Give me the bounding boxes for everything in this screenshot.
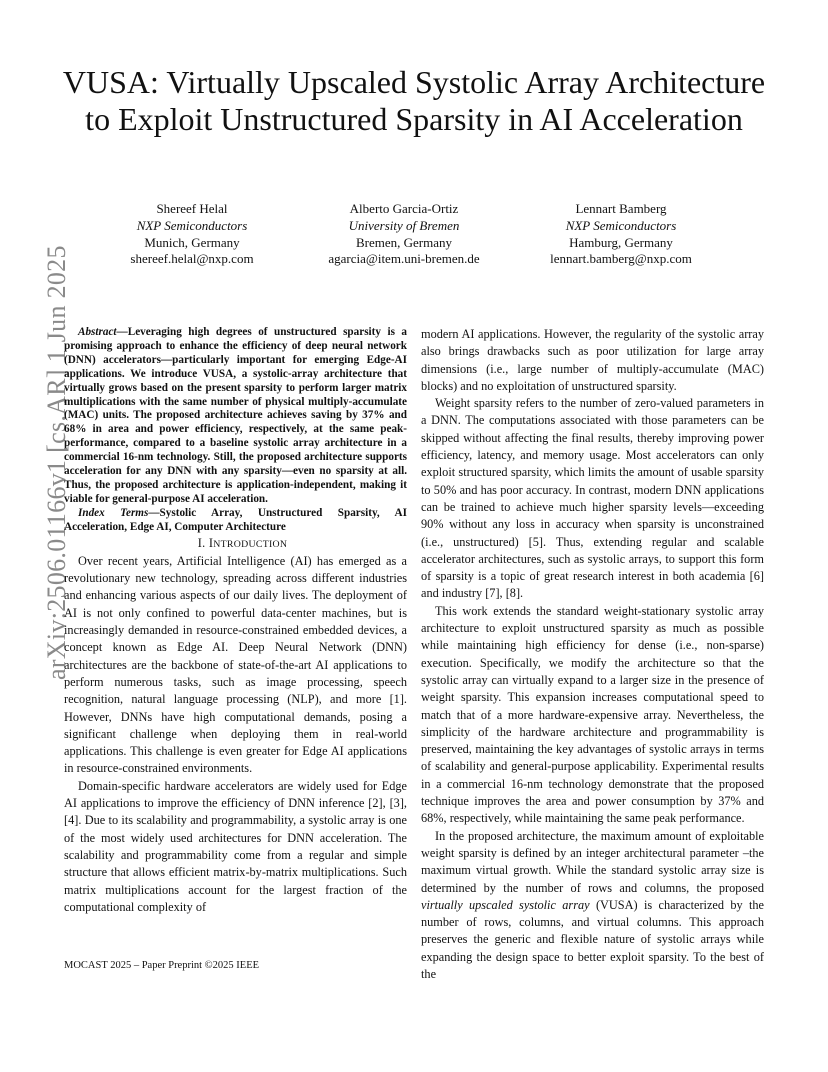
- intro-paragraph-5: This work extends the standard weight-stationary systolic array architecture to exploit unstructured sparsity as much as possible while maintaining high efficiency for dense (i.e., non-sparse) execution. Specifically, we modify the architecture so that the systolic array can virtually expand to a larger size in the presence of weight sparsity. This expansion increases computational speed to match that of a more hardware-expensive array. Nevertheless, the simplicity of the hardware architecture and programmability is preserved, maintaining the key advantages of systolic arrays in terms of scalability and general-purpose applicability. Experimental results in a commercial 16-nm technology demonstrate that the proposed technique improves the area and power consumption by 37% and 68%, respectively, while maintaining the same peak performance.: [421, 603, 764, 826]
- author-name: Alberto Garcia-Ortiz: [349, 201, 459, 216]
- section-heading-introduction: I. INTRODUCTION: [197, 535, 288, 550]
- author-location: Munich, Germany: [144, 234, 240, 250]
- abstract-label: Abstract: [78, 326, 117, 338]
- vusa-term: virtually upscaled systolic array: [421, 897, 590, 912]
- intro-paragraph-3: modern AI applications. However, the regularity of the systolic array also brings drawbacks such as poor utilization for large array dimensions (i.e., large number of multiply-accumulate (MAC) blocks) and no exploitation of unstructured sparsity.: [421, 327, 764, 393]
- author-affiliation: University of Bremen: [348, 217, 460, 233]
- paper-title: VUSA: Virtually Upscaled Systolic Array Architecture to Exploit Unstructured Sparsity in AI Acceleration: [62, 64, 766, 137]
- intro-paragraph-2: Domain-specific hardware accelerators are widely used for Edge AI applications to improve the efficiency of DNN inference [2], [3], [4]. Due to its scalability and programmability, a systolic array is one of the most widely used architectures for DNN acceleration. The scalability and programmability come from a regular and simple structure that allows efficient matrix-by-matrix multiplications. Such matrix multiplications account for the largest fraction of the computational complexity of: [64, 778, 407, 914]
- abstract-text: Leveraging high degrees of unstructured sparsity is a promising approach to enhance the efficiency of deep neural network (DNN) accelerators—particularly important for emerging Edge-AI applications. We introduce VUSA, a systolic-array architecture that virtually grows based on the present sparsity to perform larger matrix multiplications with the same number of physical multiply-accumulate (MAC) units. The proposed architecture achieves saving by 37% and 68% in area and power efficiency, respectively, at the same peak-performance, compared to a baseline systolic array architecture in a commercial 16-nm technology. Still, the proposed architecture supports acceleration for any DNN with any sparsity—even no sparsity at all. Thus, the proposed architecture is application-independent, making it viable for general-purpose AI acceleration.: [64, 326, 407, 505]
- left-column: [64, 326, 407, 916]
- index-terms-label: Index Terms: [78, 506, 149, 519]
- index-terms: Index Terms—Systolic Array, Unstructured Sparsity, AI Acceleration, Edge AI, Computer Architecture: [64, 506, 407, 533]
- author-email: shereef.helal@nxp.com: [130, 251, 254, 267]
- author-block-2: [294, 201, 514, 268]
- arxiv-identifier-stamp: arXiv:2506.01166v1 [cs.AR] 1 Jun 2025: [42, 245, 71, 680]
- abstract: Abstract—Leveraging high degrees of unstructured sparsity is a promising approach to enhance the efficiency of deep neural network (DNN) accelerators—particularly important for emerging Edge-AI applications. We introduce VUSA, a systolic-array architecture that virtually grows based on the present sparsity to perform larger matrix multiplications with the same number of physical multiply-accumulate (MAC) units. The proposed architecture achieves saving by 37% and 68% in area and power efficiency, respectively, at the same peak-performance, compared to a baseline systolic array architecture in a commercial 16-nm technology. Still, the proposed architecture supports acceleration for any DNN with any sparsity—even no sparsity at all. Thus, the proposed architecture is application-independent, making it viable for general-purpose AI acceleration.: [64, 326, 407, 505]
- right-column: [421, 326, 764, 983]
- intro-paragraph-1: Over recent years, Artificial Intelligence (AI) has emerged as a revolutionary new technology, spreading across different industries and enhancing various aspects of our daily lives. The deployment of AI is not only confined to powerful data-center machines, but is increasingly demanded in resource-constrained embedded devices, a concept known as Edge AI. Deep Neural Network (DNN) architectures are the backbone of state-of-the-art AI applications to perform numerous tasks, such as image processing, speech recognition, natural language processing (NLP), and more [1]. However, DNNs have high computational demands, posing a significant challenge when deploying them in real-world applications. This challenge is even greater for Edge AI applications in resource-constrained environments.: [64, 553, 407, 776]
- intro-paragraph-6: In the proposed architecture, the maximum amount of exploitable weight sparsity is defined by an integer architectural parameter –the maximum virtual growth. While the standard systolic array size is determined by the number of rows and columns, the proposed virtually upscaled systolic array (VUSA) is characterized by the number of rows, columns, and virtual columns. This approach preserves the generic and flexible nature of systolic arrays while expanding the design space to better exploit sparsity. To the best of the: [421, 828, 765, 981]
- author-location: Bremen, Germany: [355, 234, 453, 250]
- author-affiliation: NXP Semiconductors: [565, 217, 677, 233]
- author-email: lennart.bamberg@nxp.com: [550, 251, 692, 267]
- author-name: Shereef Helal: [156, 201, 228, 216]
- footer-copyright: MOCAST 2025 – Paper Preprint ©2025 IEEE: [64, 960, 260, 971]
- author-name: Lennart Bamberg: [575, 201, 667, 216]
- intro-paragraph-4: Weight sparsity refers to the number of zero-valued parameters in a DNN. The computations associated with those parameters can be skipped without affecting the final results, thereby improving power efficiency, latency, and memory usage. Most accelerators can only exploit structured sparsity, which limits the amount of usable sparsity to 50% and has poor accuracy. In contrast, modern DNN applications can be trained to achieve much higher sparsity levels—exceeding 90% without any loss in accuracy when sparsity is unconstrained (i.e., unstructured) [5]. Thus, extending regular and scalable accelerator architectures, such as systolic arrays, to support this form of sparsity is a topic of great research interest in both academia [6] and industry [7], [8].: [421, 396, 764, 601]
- author-email: agarcia@item.uni-bremen.de: [328, 251, 480, 267]
- author-location: Hamburg, Germany: [569, 234, 673, 250]
- author-block-1: [82, 201, 302, 268]
- index-terms-text: Systolic Array, Unstructured Sparsity, AI Acceleration, Edge AI, Computer Architecture: [64, 506, 407, 533]
- author-block-3: [511, 201, 731, 268]
- author-affiliation: NXP Semiconductors: [136, 217, 248, 233]
